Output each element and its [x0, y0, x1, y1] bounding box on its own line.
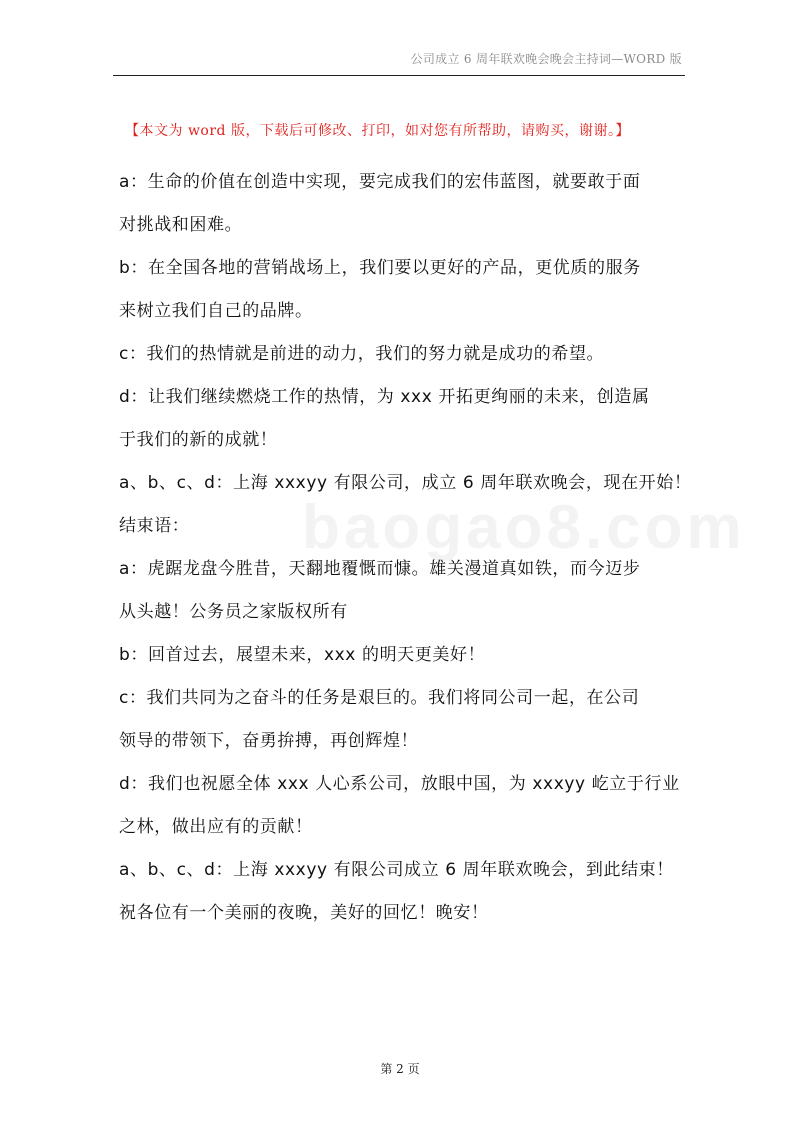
- closing-heading: 结束语：: [119, 516, 190, 536]
- body-line: a、b、c、d：上海 xxxyy 有限公司成立 6 周年联欢晚会，到此结束！: [119, 860, 674, 880]
- body-line: 从头越！公务员之家版权所有: [119, 602, 348, 622]
- purchase-notice: 【本文为 word 版，下载后可修改、打印，如对您有所帮助，请购买，谢谢。】: [125, 123, 630, 139]
- body-line: d：让我们继续燃烧工作的热情，为 xxx 开拓更绚丽的未来，创造属: [119, 387, 650, 407]
- header-divider: [113, 75, 685, 76]
- document-body: [119, 161, 692, 935]
- body-line: b：在全国各地的营销战场上，我们要以更好的产品，更优质的服务: [119, 258, 641, 278]
- body-line: d：我们也祝愿全体 xxx 人心系公司，放眼中国，为 xxxyy 屹立于行业: [119, 774, 680, 794]
- page-header-title: 公司成立 6 周年联欢晚会晚会主持词—WORD 版: [410, 52, 682, 66]
- body-line: 之林，做出应有的贡献！: [119, 817, 313, 837]
- body-line: 来树立我们自己的品牌。: [119, 301, 313, 321]
- body-line: a：虎踞龙盘今胜昔，天翻地覆慨而慷。雄关漫道真如铁，而今迈步: [119, 559, 641, 579]
- body-line: 对挑战和困难。: [119, 215, 243, 235]
- body-line: c：我们的热情就是前进的动力，我们的努力就是成功的希望。: [119, 344, 605, 364]
- body-line: c：我们共同为之奋斗的任务是艰巨的。我们将同公司一起，在公司: [119, 688, 640, 708]
- body-line: 领导的带领下，奋勇拚搏，再创辉煌！: [119, 731, 419, 751]
- body-line: 于我们的新的成就！: [119, 430, 278, 450]
- body-line: b：回首过去，展望未来，xxx 的明天更美好！: [119, 645, 486, 665]
- body-line: a：生命的价值在创造中实现，要完成我们的宏伟蓝图，就要敢于面: [119, 172, 641, 192]
- body-line: 祝各位有一个美丽的夜晚，美好的回忆！晚安！: [119, 903, 489, 923]
- page-number: 第 2 页: [380, 1062, 420, 1076]
- watermark: baogao8.com: [302, 493, 746, 562]
- body-line: a、b、c、d：上海 xxxyy 有限公司，成立 6 周年联欢晚会，现在开始！: [119, 473, 692, 493]
